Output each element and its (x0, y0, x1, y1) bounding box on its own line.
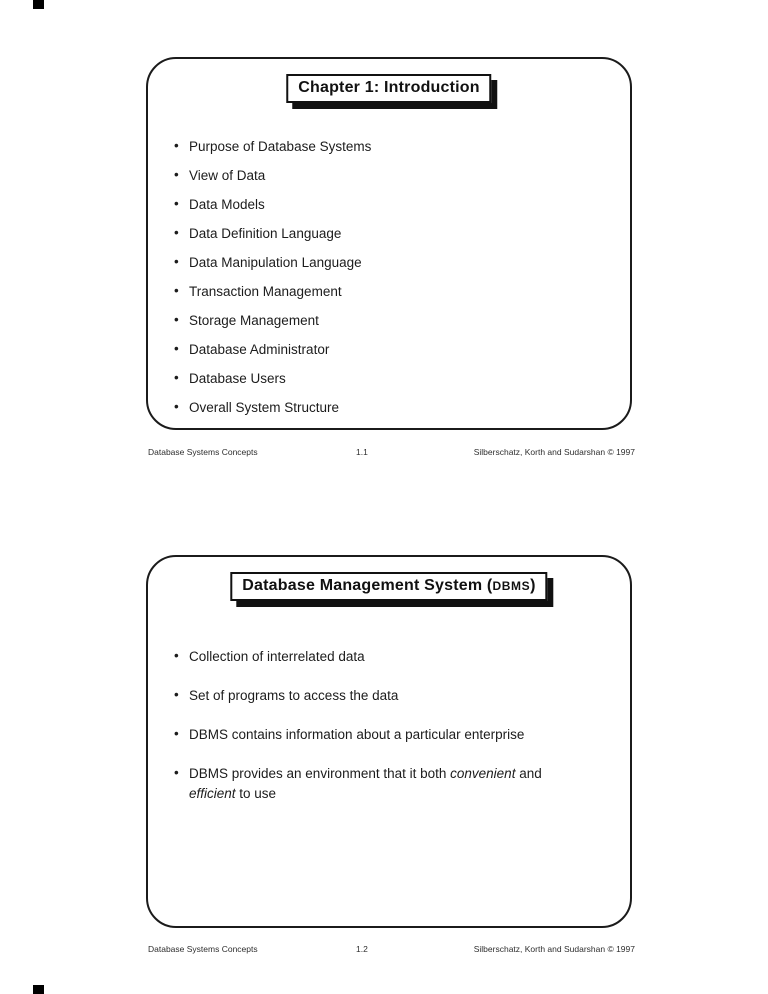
bullet-list-2 (174, 647, 612, 823)
footer-authors-copyright: Silberschatz, Korth and Sudarshan © 1997 (473, 447, 635, 457)
bullet-text: and (515, 766, 542, 781)
bullet-item: • Database Users (174, 371, 612, 387)
bullet-text: to use (235, 786, 277, 801)
registration-mark-top (33, 0, 44, 9)
bullet-item: • Transaction Management (174, 284, 612, 300)
slide-footer-2 (146, 943, 635, 955)
footer-page-number: 1.2 (356, 944, 368, 954)
slide-title-1 (286, 74, 491, 103)
footer-book-title: Database Systems Concepts (148, 447, 258, 457)
footer-authors-copyright: Silberschatz, Korth and Sudarshan © 1997 (473, 944, 635, 954)
bullet-item: • Storage Management (174, 313, 612, 329)
bullet-item: • Data Manipulation Language (174, 255, 612, 271)
slide-title-text: ) (530, 577, 536, 594)
bullet-item: • Overall System Structure (174, 400, 612, 416)
bullet-item: • Data Models (174, 197, 612, 213)
slide-frame-1 (146, 57, 632, 430)
slide-title-2 (230, 572, 547, 601)
bullet-list-1 (174, 139, 612, 429)
bullet-item: • Database Administrator (174, 342, 612, 358)
bullet-item: • Data Definition Language (174, 226, 612, 242)
registration-mark-bottom (33, 985, 44, 994)
bullet-item-rich (174, 764, 612, 804)
bullet-item: • Purpose of Database Systems (174, 139, 612, 155)
slide-title-acronym: DBMS (492, 579, 531, 593)
footer-page-number: 1.1 (356, 447, 368, 457)
bullet-item: • View of Data (174, 168, 612, 184)
footer-book-title: Database Systems Concepts (148, 944, 258, 954)
slide-title-text: Database Management System ( (242, 577, 493, 594)
slide-frame-2 (146, 555, 632, 928)
bullet-item: • Collection of interrelated data (174, 647, 612, 667)
bullet-text-italic: convenient (450, 766, 516, 781)
bullet-text-italic: efficient (189, 786, 236, 801)
slide-footer-1 (146, 446, 635, 458)
slide-title-text: Chapter 1: Introduction (298, 79, 480, 96)
bullet-item: • DBMS contains information about a particular enterprise (174, 725, 612, 745)
bullet-item: • Set of programs to access the data (174, 686, 612, 706)
bullet-text: DBMS provides an environment that it both (189, 766, 451, 781)
